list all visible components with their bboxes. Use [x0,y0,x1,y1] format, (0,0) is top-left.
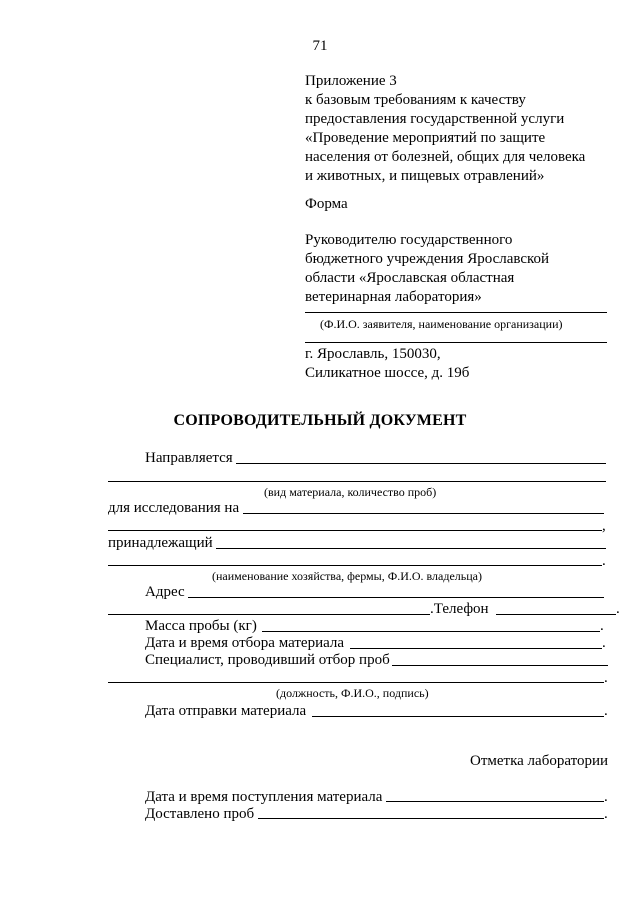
applicant-line[interactable] [305,312,607,313]
applicant-line-2[interactable] [305,342,607,343]
belonging-field-2[interactable] [108,565,602,566]
address-field[interactable] [188,597,604,598]
receipt-date-field[interactable] [386,801,604,802]
belonging-field[interactable] [216,548,606,549]
form-label: Форма [305,196,348,212]
delivered-label: Доставлено проб [145,806,255,822]
position-caption: (должность, Ф.И.О., подпись) [276,686,429,700]
appendix-line: и животных, и пищевых отравлений» [305,168,545,184]
appendix-line: к базовым требованиям к качеству [305,92,526,108]
applicant-caption: (Ф.И.О. заявителя, наименование организации) [320,317,563,331]
dispatch-date-field[interactable] [312,716,604,717]
period: . [604,703,608,719]
research-label: для исследования на [108,500,240,516]
lab-mark-title: Отметка лаборатории [470,753,609,769]
sampling-date-field[interactable] [350,648,602,649]
appendix-line: «Проведение мероприятий по защите [305,130,546,146]
sampling-date-label: Дата и время отбора материала [145,635,345,651]
document-title: СОПРОВОДИТЕЛЬНЫЙ ДОКУМЕНТ [173,412,467,429]
delivered-field[interactable] [258,818,604,819]
phone-label: .Телефон [430,601,489,617]
appendix-block [305,72,585,186]
research-field[interactable] [243,513,604,514]
receipt-date-label: Дата и время поступления материала [145,789,383,805]
period: . [616,601,620,617]
comma: , [602,518,606,534]
addressee-block [305,231,549,307]
address-block [305,345,469,383]
sent-label: Направляется [145,450,233,466]
page-number: 71 [312,38,328,54]
appendix-line: населения от болезней, общих для человека [305,149,586,165]
period: . [600,618,604,634]
period: . [602,635,606,651]
dispatch-date-label: Дата отправки материала [145,703,307,719]
specialist-label: Специалист, проводивший отбор проб [145,652,390,668]
specialist-field[interactable] [392,665,608,666]
address-line: Силикатное шоссе, д. 19б [305,365,470,381]
period: . [604,789,608,805]
addressee-line: ветеринарная лаборатория» [305,289,482,305]
material-caption: (вид материала, количество проб) [264,485,437,499]
address-line: г. Ярославль, 150030, [305,346,441,362]
addressee-line: Руководителю государственного [305,232,513,248]
addressee-line: области «Ярославская областная [305,270,515,286]
research-field-2[interactable] [108,530,602,531]
belonging-label: принадлежащий [108,535,213,551]
mass-label: Масса пробы (кг) [145,618,257,634]
address-field-2[interactable] [108,614,430,615]
period: . [604,670,608,686]
addressee-line: бюджетного учреждения Ярославской [305,251,550,267]
owner-caption: (наименование хозяйства, фермы, Ф.И.О. владельца) [212,569,482,583]
appendix-line: Приложение 3 [305,73,397,89]
specialist-field-2[interactable] [108,682,604,683]
mass-field[interactable] [262,631,600,632]
period: . [602,553,606,569]
period: . [604,806,608,822]
address-label: Адрес [145,584,185,600]
appendix-line: предоставления государственной услуги [305,111,565,127]
phone-field[interactable] [496,614,616,615]
sent-field[interactable] [236,463,606,464]
sent-field-2[interactable] [108,481,606,482]
